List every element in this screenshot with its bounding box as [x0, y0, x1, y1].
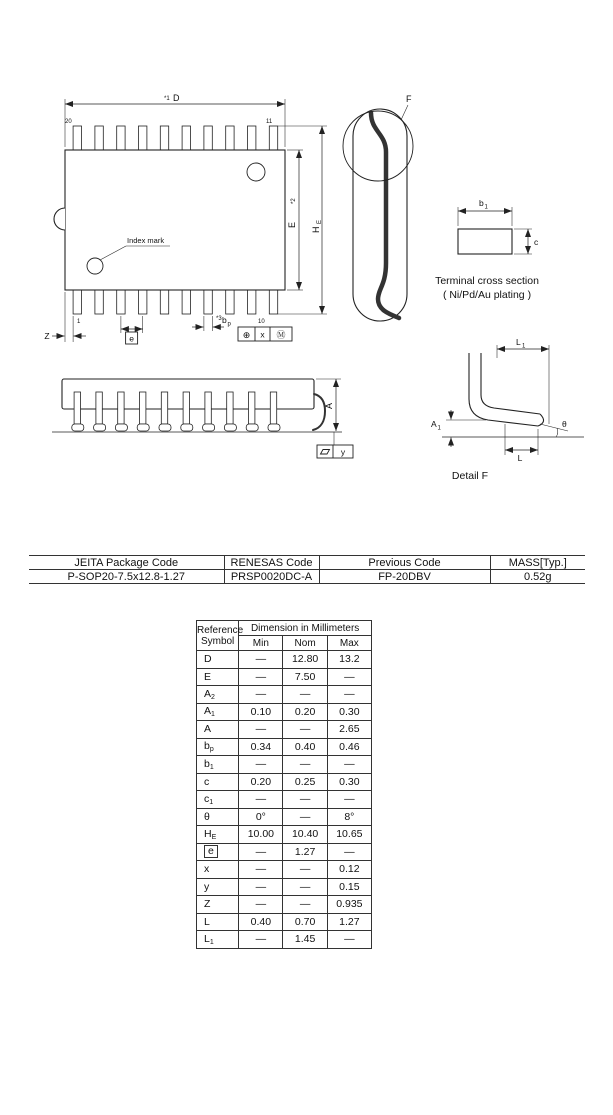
pins-bottom [73, 289, 278, 314]
code-header-renesas: RENESAS Code [224, 556, 319, 570]
dim-min-cell: — [239, 878, 283, 896]
code-table-header-row [29, 556, 585, 570]
tolerance-frame [238, 327, 292, 341]
dim-nom-cell: 1.27 [283, 843, 327, 861]
dim-symbol-base: b [204, 757, 210, 770]
dim-d-label: D [173, 93, 180, 103]
pin-number-10: 10 [258, 319, 265, 325]
dim-symbol-base: D [204, 653, 212, 666]
dim-max-cell: 0.30 [327, 703, 371, 721]
dim-min-cell: — [239, 721, 283, 739]
dim-e-note: *2 [291, 198, 297, 204]
dim-symbol-sub: 2 [211, 693, 215, 701]
dim-symbol-cell [197, 773, 239, 791]
dim-he-sub: E [317, 219, 323, 224]
dim-symbol-base: A [204, 705, 212, 718]
dim-symbol-cell [197, 791, 239, 809]
nom-header: Nom [283, 636, 327, 651]
dim-symbol-cell [197, 861, 239, 879]
dim-bp-sub: p [227, 321, 231, 328]
dim-symbol-cell [197, 651, 239, 669]
dim-nom-cell: — [283, 756, 327, 774]
dim-symbol-sub: 1 [209, 798, 214, 806]
dim-symbol-cell [197, 686, 239, 704]
dimension-row [197, 808, 372, 826]
dim-max-cell: 0.46 [327, 738, 371, 756]
min-header: Min [239, 636, 283, 651]
dim-symbol-base: Z [204, 898, 211, 911]
dim-symbol-cell [197, 808, 239, 826]
dim-max-cell: 8° [327, 808, 371, 826]
dim-max-cell: — [327, 931, 371, 949]
index-mark-label: Index mark [127, 236, 165, 245]
reference-header-line1: Reference [197, 624, 244, 636]
dim-nom-cell: 0.25 [283, 773, 327, 791]
dim-min-cell: 10.00 [239, 826, 283, 844]
dim-symbol-base: A [204, 723, 212, 736]
dim-nom-cell: 1.45 [283, 931, 327, 949]
dim-symbol-cell [197, 738, 239, 756]
dim-min-cell: — [239, 686, 283, 704]
dim-symbol-base: L [204, 915, 210, 928]
position-tolerance-icon: ⊕ [242, 330, 251, 340]
dim-min-cell: — [239, 791, 283, 809]
dim-symbol-base: c [204, 792, 210, 805]
dim-min-cell: — [239, 756, 283, 774]
dim-symbol-base: x [204, 863, 210, 876]
dim-c-label: c [534, 237, 539, 247]
dim-min-cell: — [239, 651, 283, 669]
dim-min-cell: — [239, 931, 283, 949]
terminal-section-caption-2: ( Ni/Pd/Au plating ) [442, 289, 532, 301]
dim-symbol-sub: p [209, 746, 214, 754]
dim-nom-cell: — [283, 808, 327, 826]
dim-a1-sub: 1 [437, 425, 441, 432]
code-value-renesas: PRSP0020DC-A [224, 570, 319, 584]
dimension-row [197, 651, 372, 669]
dimension-row [197, 668, 372, 686]
dimension-table-body [197, 651, 372, 949]
dim-nom-cell: — [283, 686, 327, 704]
body-side-notch [54, 208, 65, 230]
dim-nom-cell: — [283, 861, 327, 879]
dim-symbol-cell [197, 826, 239, 844]
flatness-datum-label: y [340, 447, 346, 457]
dimension-row [197, 843, 372, 861]
dim-symbol-base: θ [204, 810, 210, 823]
dimension-row [197, 878, 372, 896]
dim-a-label: A [324, 402, 334, 409]
dimension-row [197, 896, 372, 914]
dim-nom-cell: — [283, 896, 327, 914]
dim-min-cell: 0.10 [239, 703, 283, 721]
dimension-row [197, 738, 372, 756]
dim-symbol-cell [197, 931, 239, 949]
dim-max-cell: 0.935 [327, 896, 371, 914]
code-value-jeita: P-SOP20-7.5x12.8-1.27 [29, 570, 224, 584]
dim-symbol-base: b [204, 740, 210, 753]
dim-max-cell: 0.12 [327, 861, 371, 879]
pins-top [73, 126, 278, 151]
dim-symbol-cell [197, 878, 239, 896]
dim-l1-base: L [516, 337, 521, 347]
dim-nom-cell: — [283, 721, 327, 739]
dim-max-cell: 2.65 [327, 721, 371, 739]
pin-number-1: 1 [77, 319, 81, 325]
end-view [343, 94, 413, 321]
dim-a1-base: A [431, 419, 437, 429]
dimension-row [197, 861, 372, 879]
dimension-row [197, 931, 372, 949]
dim-pitch-label: e [129, 333, 134, 344]
dim-symbol-base: A [204, 687, 212, 700]
dim-symbol-cell [197, 843, 239, 861]
dim-bp-base: b [222, 315, 227, 325]
dim-min-cell: — [239, 861, 283, 879]
dim-symbol-cell [197, 668, 239, 686]
code-table-value-row [29, 570, 585, 584]
dim-b1-sub: 1 [484, 204, 488, 211]
dim-symbol-base: L [204, 932, 210, 945]
side-view [52, 379, 353, 458]
dim-b1-base: b [479, 198, 484, 208]
code-value-mass: 0.52g [490, 570, 585, 584]
dim-max-cell: — [327, 843, 371, 861]
dim-z-label: Z [44, 331, 50, 341]
dim-symbol-base: H [204, 827, 212, 840]
top-view [44, 93, 327, 344]
dim-nom-cell: 10.40 [283, 826, 327, 844]
code-header-jeita: JEITA Package Code [29, 556, 224, 570]
dimension-row [197, 773, 372, 791]
code-value-previous: FP-20DBV [319, 570, 490, 584]
dimension-row [197, 703, 372, 721]
dim-max-cell: 0.30 [327, 773, 371, 791]
terminal-section-caption-1: Terminal cross section [435, 275, 539, 287]
dim-bp-note: *3 [216, 316, 222, 322]
dim-nom-cell: 7.50 [283, 668, 327, 686]
dimension-row [197, 913, 372, 931]
reference-symbol-header [197, 621, 244, 651]
dim-symbol-base: e [204, 845, 218, 858]
dim-max-cell: 0.15 [327, 878, 371, 896]
dimension-row [197, 721, 372, 739]
dimension-table [196, 620, 372, 949]
dim-max-cell: 1.27 [327, 913, 371, 931]
dim-nom-cell: — [283, 878, 327, 896]
dim-min-cell: — [239, 843, 283, 861]
detail-f [431, 337, 584, 482]
terminal-cross-section [435, 198, 539, 301]
dimension-group-header: Dimension in Millimeters [239, 621, 372, 636]
dim-theta-label: θ [562, 419, 567, 429]
dim-max-cell: — [327, 756, 371, 774]
code-header-previous: Previous Code [319, 556, 490, 570]
dim-symbol-base: E [204, 670, 212, 683]
terminal-section-body [458, 229, 512, 254]
dim-l1-sub: 1 [522, 343, 526, 350]
dim-symbol-base: y [204, 880, 210, 893]
reference-header-line2: Symbol [200, 635, 235, 647]
dim-table-header-row-1 [197, 621, 372, 636]
tolerance-datum-label: x [260, 329, 265, 340]
dim-symbol-cell [197, 721, 239, 739]
dimension-row [197, 686, 372, 704]
dimension-row [197, 791, 372, 809]
flatness-icon [321, 450, 330, 455]
dim-min-cell: 0° [239, 808, 283, 826]
dim-max-cell: — [327, 668, 371, 686]
dim-symbol-sub: 1 [211, 711, 215, 719]
detail-lead-outer [469, 353, 538, 426]
package-body [65, 150, 285, 290]
dim-l-label: L [517, 453, 523, 463]
dim-symbol-cell [197, 896, 239, 914]
package-drawings [0, 0, 613, 515]
dim-symbol-cell [197, 756, 239, 774]
dim-symbol-cell [197, 703, 239, 721]
dim-max-cell: 13.2 [327, 651, 371, 669]
end-lead-profile [313, 394, 325, 430]
dim-symbol-sub: 1 [209, 938, 214, 946]
dim-nom-cell: — [283, 791, 327, 809]
detail-f-caption: Detail F [451, 470, 489, 482]
dim-nom-cell: 12.80 [283, 651, 327, 669]
dim-nom-cell: 0.70 [283, 913, 327, 931]
dim-symbol-cell [197, 913, 239, 931]
mmc-icon: Ⓜ [276, 330, 286, 340]
dim-max-cell: 10.65 [327, 826, 371, 844]
code-header-mass: MASS[Typ.] [490, 556, 585, 570]
dim-e-label: E [287, 221, 297, 228]
dim-max-cell: — [327, 686, 371, 704]
dim-min-cell: 0.40 [239, 913, 283, 931]
detail-lead-inner [481, 353, 540, 414]
dim-max-cell: — [327, 791, 371, 809]
dim-he-base: H [311, 226, 321, 233]
pin-number-11: 11 [266, 119, 273, 125]
dim-nom-cell: 0.40 [283, 738, 327, 756]
dim-min-cell: — [239, 668, 283, 686]
pin-number-20: 20 [65, 119, 72, 125]
dim-d-note: *1 [164, 96, 170, 102]
dim-symbol-sub: 1 [209, 763, 214, 771]
flatness-frame [317, 432, 353, 458]
dim-min-cell: 0.34 [239, 738, 283, 756]
dim-symbol-sub: E [211, 833, 217, 841]
dim-min-cell: 0.20 [239, 773, 283, 791]
package-code-table [29, 555, 585, 584]
dimension-row [197, 756, 372, 774]
dim-min-cell: — [239, 896, 283, 914]
dimension-row [197, 826, 372, 844]
dim-nom-cell: 0.20 [283, 703, 327, 721]
max-header: Max [327, 636, 371, 651]
detail-marker-f: F [406, 94, 412, 104]
dim-symbol-base: c [204, 775, 210, 788]
